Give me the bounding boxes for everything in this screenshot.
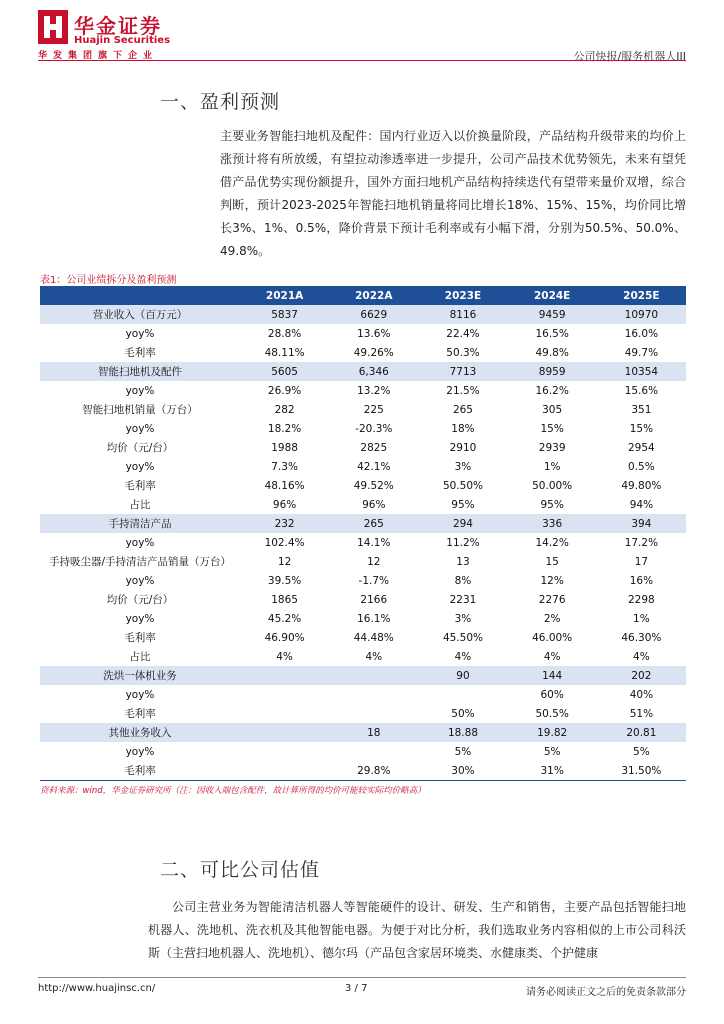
table-row	[40, 742, 686, 761]
forecast-table	[40, 286, 686, 781]
table-cell: 13.6%	[357, 327, 391, 340]
table-cell: 44.48%	[353, 631, 394, 644]
table-cell: 2276	[538, 593, 566, 606]
table-cell: 12%	[540, 574, 564, 587]
table-cell: 9459	[508, 305, 597, 324]
table-cell: 46.90%	[264, 631, 305, 644]
table-cell: 96%	[362, 498, 386, 511]
footer-disclaimer: 请务必阅读正文之后的免责条款部分	[526, 987, 686, 998]
table-row	[40, 457, 686, 476]
table-cell: 21.5%	[446, 384, 480, 397]
table-cell	[240, 723, 329, 742]
table-cell: 50.5%	[535, 707, 569, 720]
table-cell: 20.81	[597, 723, 686, 742]
table-header-row	[40, 286, 686, 305]
table-cell: 394	[597, 514, 686, 533]
table-cell: 4%	[276, 650, 293, 663]
row-label: 洗烘一体机业务	[40, 666, 240, 685]
row-label: 毛利率	[124, 480, 156, 492]
table-cell: 46.30%	[621, 631, 662, 644]
table-cell: 19.82	[508, 723, 597, 742]
table-cell: -20.3%	[355, 422, 393, 435]
table-cell: 2910	[449, 441, 477, 454]
table-cell: 305	[542, 403, 563, 416]
row-label: yoy%	[125, 327, 155, 340]
table-row	[40, 761, 686, 781]
row-label: 智能扫地机销量（万台）	[82, 404, 198, 416]
table-cell: 15	[545, 555, 559, 568]
table-cell: 4%	[454, 650, 472, 663]
table-body	[40, 305, 686, 781]
row-label: yoy%	[125, 612, 155, 625]
table-cell: 49.7%	[624, 346, 659, 359]
table-row	[40, 590, 686, 609]
table-cell: -1.7%	[358, 574, 390, 587]
table-header-cell: 2023E	[418, 286, 507, 305]
table-row	[40, 476, 686, 495]
table-cell: 4%	[365, 650, 383, 663]
table-cell: 49.26%	[353, 346, 394, 359]
table-cell: 2231	[449, 593, 477, 606]
section1-paragraph: 主要业务智能扫地机及配件：国内行业迈入以价换量阶段，产品结构升级带来的均价上涨预计将有所放缓，有望拉动渗透率进一步提升，公司产品技术优势领先，未来有望凭借产品优势实现份额提升，国外方面扫地机产品结构持续迭代有望带来量价双增，综合判断，预计2023-2025年智能扫地机销量将同比增长18%、15%、15%，均价同比增长3%、1%、0.5%，降价背景下预计毛利率或有小幅下滑，分别为50.5%、50.0%、49.8%。	[220, 129, 686, 258]
table-cell: 5837	[240, 305, 329, 324]
table-source-note: 资料来源：wind，华金证券研究所（注：因收入端包含配件，故计算所得的均价可能较实际均价略高）	[40, 786, 426, 796]
brand-name-en: Huajin Securities	[74, 35, 171, 46]
table-cell: 3%	[454, 612, 472, 625]
table-cell: 16%	[629, 574, 654, 587]
table-cell: 16.5%	[535, 327, 569, 340]
table-cell: 144	[508, 666, 597, 685]
table-row	[40, 533, 686, 552]
table-cell: 5%	[543, 745, 561, 758]
page-header	[38, 8, 686, 63]
table-cell: 50%	[451, 707, 475, 720]
row-label: 手持清洁产品	[40, 514, 240, 533]
table-cell: 3%	[454, 460, 472, 473]
row-label: yoy%	[125, 536, 155, 549]
table-cell: 7.3%	[271, 460, 298, 473]
section1-title: 一、盈利预测	[160, 91, 281, 113]
table-cell: 95%	[540, 498, 564, 511]
table-cell: 28.8%	[267, 327, 302, 340]
footer-divider	[38, 977, 686, 978]
table-header-cell: 2022A	[329, 286, 418, 305]
row-label: 营业收入（百万元）	[40, 305, 240, 324]
table-header-cell: 2024E	[508, 286, 597, 305]
table-cell: 2%	[543, 612, 561, 625]
table-caption: 表1：公司业绩拆分及盈利预测	[40, 275, 177, 286]
row-label: 毛利率	[124, 347, 156, 359]
table-row	[40, 685, 686, 704]
table-row	[40, 419, 686, 438]
table-cell: 40%	[629, 688, 654, 701]
table-cell: 282	[274, 403, 295, 416]
table-cell: 351	[631, 403, 652, 416]
brand-slogan: 华发集团旗下企业	[38, 51, 159, 61]
row-label: 毛利率	[40, 761, 240, 781]
row-label: yoy%	[125, 574, 155, 587]
table-cell: 31%	[508, 761, 597, 781]
table-cell: 8116	[418, 305, 507, 324]
table-cell	[240, 742, 329, 761]
table-cell: 13.2%	[357, 384, 391, 397]
table-row	[40, 666, 686, 685]
row-label: 智能扫地机及配件	[40, 362, 240, 381]
row-label: 其他业务收入	[40, 723, 240, 742]
footer-website-link[interactable]: http://www.huajinsc.cn/	[38, 983, 156, 994]
table-cell: 31.50%	[597, 761, 686, 781]
table-cell: 2939	[538, 441, 566, 454]
table-cell: 18%	[451, 422, 475, 435]
table-cell	[418, 685, 507, 704]
table-header-cell: 2021A	[240, 286, 329, 305]
row-label: 手持吸尘器/手持清洁产品销量（万台）	[48, 556, 232, 568]
table-cell: 45.50%	[442, 631, 483, 644]
table-cell: 94%	[629, 498, 654, 511]
table-cell: 90	[418, 666, 507, 685]
table-cell: 11.2%	[446, 536, 480, 549]
table-cell: 4%	[543, 650, 561, 663]
row-label: 均价（元/台）	[106, 594, 174, 606]
table-cell	[240, 761, 329, 781]
table-cell: 50.50%	[442, 479, 483, 492]
brand-name-cn: 华金证券	[74, 14, 162, 38]
table-cell: 4%	[633, 650, 650, 663]
table-cell: 15.6%	[624, 384, 659, 397]
table-row	[40, 400, 686, 419]
table-cell: 12	[367, 555, 381, 568]
table-cell: 10354	[597, 362, 686, 381]
table-cell: 7713	[418, 362, 507, 381]
table-cell: 39.5%	[267, 574, 302, 587]
table-row	[40, 381, 686, 400]
table-cell: 14.1%	[357, 536, 391, 549]
row-label: 毛利率	[124, 708, 156, 720]
table-row	[40, 324, 686, 343]
row-label: yoy%	[125, 745, 155, 758]
table-cell	[329, 704, 418, 723]
table-cell: 294	[418, 514, 507, 533]
table-cell: 17	[634, 555, 649, 568]
table-cell: 5%	[633, 745, 650, 758]
table-cell: 46.00%	[532, 631, 573, 644]
table-cell: 0.5%	[628, 460, 655, 473]
row-label: 毛利率	[124, 632, 156, 644]
table-cell: 202	[597, 666, 686, 685]
table-row	[40, 362, 686, 381]
huajin-logo-icon	[38, 10, 68, 44]
table-cell: 8%	[454, 574, 472, 587]
table-row	[40, 552, 686, 571]
table-cell: 48.11%	[264, 346, 305, 359]
table-cell	[240, 685, 329, 704]
table-cell	[240, 666, 329, 685]
table-row	[40, 628, 686, 647]
table-cell: 6,346	[329, 362, 418, 381]
table-cell: 42.1%	[357, 460, 391, 473]
table-cell: 18.2%	[267, 422, 302, 435]
table-cell: 15%	[629, 422, 654, 435]
row-label: 占比	[129, 499, 151, 511]
table-row	[40, 609, 686, 628]
table-cell: 51%	[629, 707, 654, 720]
table-cell: 16.2%	[535, 384, 569, 397]
table-row	[40, 571, 686, 590]
table-cell: 232	[240, 514, 329, 533]
table-cell: 96%	[272, 498, 297, 511]
table-cell: 5605	[240, 362, 329, 381]
row-label: 占比	[129, 651, 151, 663]
header-divider	[38, 60, 686, 61]
table-cell: 30%	[418, 761, 507, 781]
table-cell: 225	[363, 403, 384, 416]
page-number: 3 / 7	[345, 983, 368, 994]
table-cell	[329, 685, 418, 704]
table-cell: 336	[508, 514, 597, 533]
row-label: yoy%	[125, 460, 155, 473]
table-row	[40, 305, 686, 324]
table-cell: 6629	[329, 305, 418, 324]
section2-title: 二、可比公司估值	[160, 859, 321, 881]
table-cell: 50.00%	[532, 479, 573, 492]
table-cell: 16.1%	[357, 612, 391, 625]
table-cell: 26.9%	[267, 384, 302, 397]
table-cell: 2166	[360, 593, 388, 606]
table-row	[40, 647, 686, 666]
table-cell: 15%	[540, 422, 564, 435]
table-cell: 13	[456, 555, 470, 568]
row-label: 均价（元/台）	[106, 442, 174, 454]
table-cell: 1988	[271, 441, 298, 454]
row-label: yoy%	[125, 688, 155, 701]
table-cell	[240, 704, 329, 723]
table-row	[40, 495, 686, 514]
table-header-cell	[40, 286, 240, 305]
table-cell	[329, 742, 418, 761]
table-cell: 29.8%	[329, 761, 418, 781]
table-cell: 102.4%	[264, 536, 305, 549]
table-cell: 48.16%	[264, 479, 305, 492]
table-cell: 1865	[271, 593, 298, 606]
table-cell	[329, 666, 418, 685]
table-cell: 265	[329, 514, 418, 533]
table-cell: 2298	[628, 593, 655, 606]
table-cell: 12	[277, 555, 292, 568]
table-cell: 1%	[543, 460, 561, 473]
table-cell: 10970	[597, 305, 686, 324]
table-cell: 2825	[360, 441, 388, 454]
table-row	[40, 343, 686, 362]
table-row	[40, 723, 686, 742]
table-cell: 17.2%	[624, 536, 659, 549]
row-label: yoy%	[125, 384, 155, 397]
table-cell: 95%	[451, 498, 475, 511]
table-cell: 1%	[633, 612, 650, 625]
table-cell: 2954	[628, 441, 655, 454]
report-type: 公司快报/服务机器人III	[573, 50, 686, 63]
table-cell: 8959	[508, 362, 597, 381]
table-cell: 49.80%	[621, 479, 662, 492]
table-cell: 18	[329, 723, 418, 742]
table-row	[40, 514, 686, 533]
section2-paragraph: 公司主营业务为智能清洁机器人等智能硬件的设计、研发、生产和销售，主要产品包括智能扫地机器人、洗地机、洗衣机及其他智能电器。为便于对比分析，我们选取业务内容相似的上市公司科沃斯（主营扫地机器人、洗地机）、德尔玛（产品包含家居环境类、水健康类、个护健康	[148, 900, 686, 960]
table-cell: 50.3%	[446, 346, 480, 359]
table-cell: 45.2%	[267, 612, 302, 625]
table-cell: 60%	[540, 688, 564, 701]
table-cell: 265	[452, 403, 473, 416]
table-cell: 18.88	[418, 723, 507, 742]
table-cell: 16.0%	[624, 327, 659, 340]
table-cell: 5%	[454, 745, 472, 758]
row-label: yoy%	[125, 422, 155, 435]
table-cell: 22.4%	[446, 327, 480, 340]
table-row	[40, 438, 686, 457]
table-cell: 49.52%	[353, 479, 394, 492]
table-cell: 14.2%	[535, 536, 569, 549]
table-row	[40, 704, 686, 723]
table-cell: 49.8%	[535, 346, 569, 359]
table-header-cell: 2025E	[597, 286, 686, 305]
